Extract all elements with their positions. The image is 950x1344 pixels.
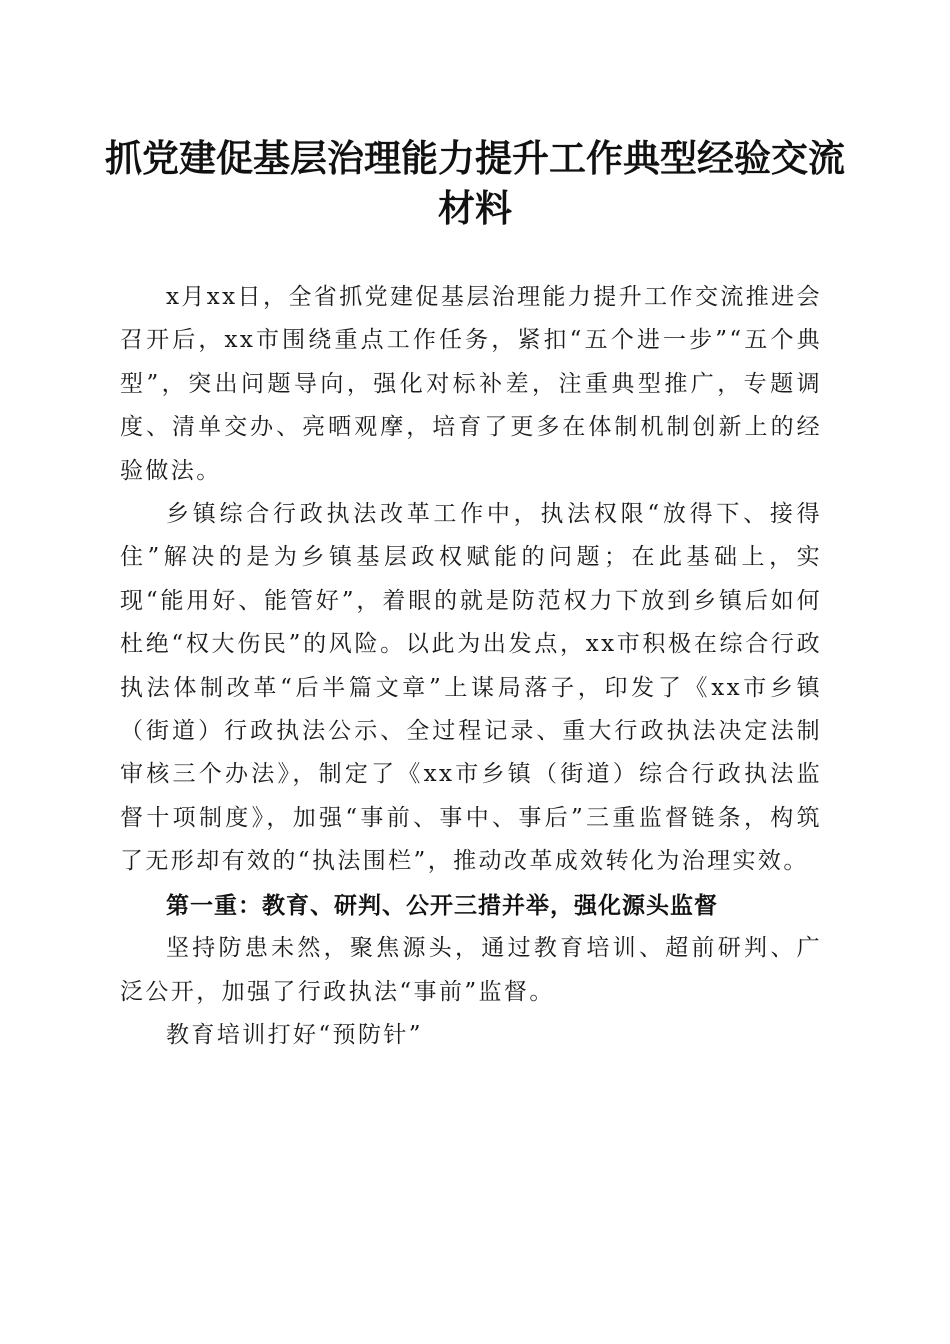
paragraph-intro: x月xx日，全省抓党建促基层治理能力提升工作交流推进会召开后，xx市围绕重点工作任务，紧扣“五个进一步”“五个典型”，突出问题导向，强化对标补差，注重典型推广，专题调度、清单交办、亮晒观摩，培育了更多在体制机制创新上的经验做法。 [120,284,822,484]
document-title [100,133,850,233]
title-line-1: 抓党建促基层治理能力提升工作典型经验交流 [105,136,845,180]
paragraph-prevention: 坚持防患未然，聚焦源头，通过教育培训、超前研判、广泛公开，加强了行政执法“事前”监督。 [120,935,822,1005]
subheading-training: 教育培训打好“预防针” [166,1021,423,1048]
section-heading: 第一重：教育、研判、公开三措并举，强化源头监督 [166,891,718,919]
title-line-2: 材料 [438,186,512,230]
document-body [120,276,822,1057]
paragraph-reform: 乡镇综合行政执法改革工作中，执法权限“放得下、接得住”解决的是为乡镇基层政权赋能的问题；在此基础上，实现“能用好、能管好”，着眼的就是防范权力下放到乡镇后如何杜绝“权大伤民”的风险。以此为出发点，xx市积极在综合行政执法体制改革“后半篇文章”上谋局落子，印发了《xx市乡镇（街道）行政执法公示、全过程记录、重大行政执法决定法制审核三个办法》，制定了《xx市乡镇（街道）综合行政执法监督十项制度》，加强“事前、事中、事后”三重监督链条，构筑了无形却有效的“执法围栏”，推动改革成效转化为治理实效。 [120,501,822,875]
